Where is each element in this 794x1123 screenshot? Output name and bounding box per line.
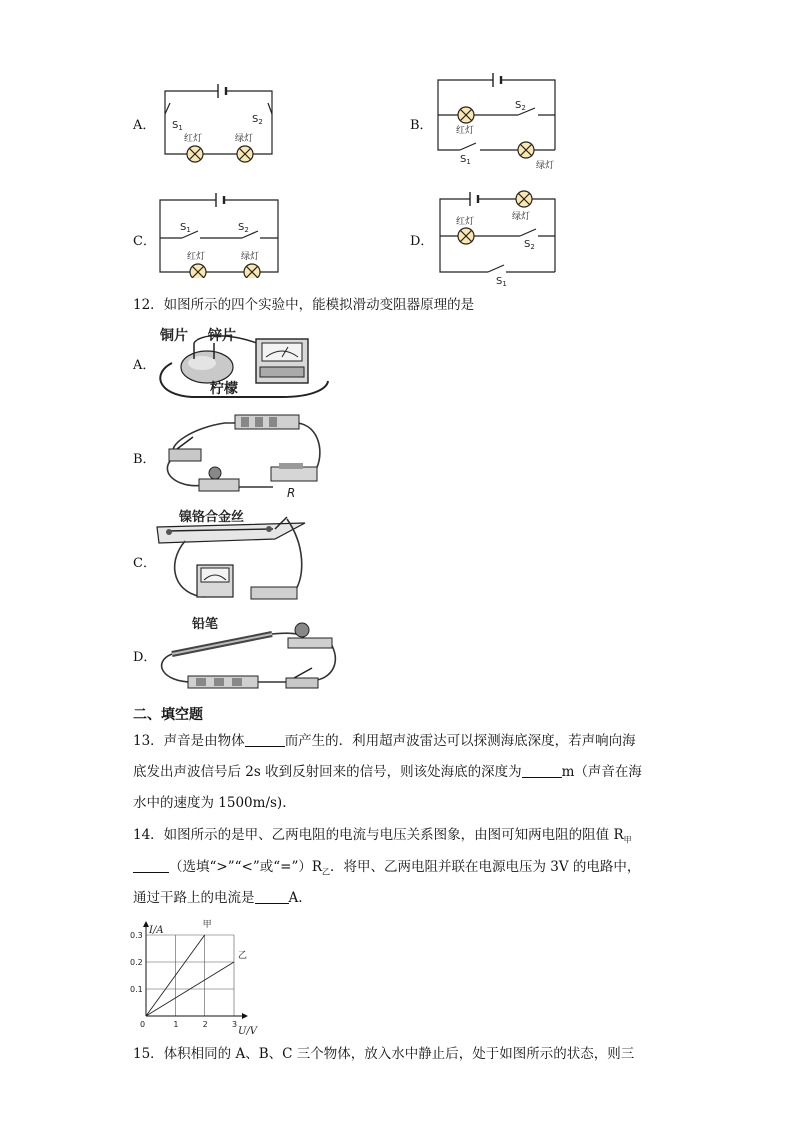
q11d-green-label: 绿灯 <box>512 212 531 222</box>
q11-option-c-label: C． <box>133 234 156 249</box>
series-label-jia: 甲 <box>202 920 212 930</box>
q12-photo-c <box>155 505 330 610</box>
y-tick-label: 0.2 <box>130 958 143 967</box>
q11a-s1: $S_1$ <box>172 120 183 132</box>
q11-option-b-label: B． <box>410 118 433 133</box>
q14-blank-2[interactable] <box>255 889 289 904</box>
q13-blank-1[interactable] <box>245 732 285 747</box>
q14-text-3a: 通过干路上的电流是 <box>133 890 255 906</box>
q11d-s2: $S_2$ <box>524 239 535 251</box>
q11c-green-label: 绿灯 <box>241 252 260 262</box>
q11c-red-label: 红灯 <box>187 252 206 262</box>
q12-option-b-label: B． <box>133 452 156 467</box>
x-tick-label: 3 <box>232 1020 238 1029</box>
q12-option-a-label: A． <box>133 358 156 373</box>
q14-text-2b: ．将甲、乙两电阻并联在电源电压为 3V 的电路中， <box>330 859 641 875</box>
chart-y-axis-label: I/A <box>149 925 164 936</box>
q11b-red-label: 红灯 <box>456 126 475 136</box>
q11b-s1: $S_1$ <box>460 154 471 166</box>
q12-photo-d <box>152 612 342 697</box>
q11-circuit-b <box>430 70 565 170</box>
q12-photo-a <box>152 323 352 403</box>
q13-text-1b: 而产生的．利用超声波雷达可以探测海底深度，若声响向海 <box>284 733 636 749</box>
series-label-yi: 乙 <box>238 951 248 961</box>
x-axis-arrow <box>242 1013 248 1019</box>
q13-text-2a: 底发出声波信号后 2s 收到反射回来的信号，则该处海底的深度为 <box>133 764 522 780</box>
q13-text-1a: 13．声音是由物体 <box>133 733 245 749</box>
q11b-green-label: 绿灯 <box>536 161 555 170</box>
q15-line-1: 15．体积相同的 A、B、C 三个物体，放入水中静止后，处于如图所示的状态，则三 <box>133 1046 635 1062</box>
q12-stem: 12．如图所示的四个实验中，能模拟滑动变阻器原理的是 <box>133 297 475 313</box>
q11a-green-label: 绿灯 <box>235 134 254 144</box>
q11-option-d-label: D． <box>410 234 434 249</box>
q13-blank-2[interactable] <box>522 763 562 778</box>
q12-option-d-label: D． <box>133 650 157 665</box>
q11b-s2: $S_2$ <box>515 100 526 112</box>
q12-photo-b <box>155 405 330 500</box>
q14-line-1 <box>133 820 632 856</box>
q14-text-3b: A. <box>288 890 303 906</box>
q13-line-1 <box>133 726 636 757</box>
q13-line-2 <box>133 757 642 788</box>
q14-blank-1[interactable] <box>133 858 169 873</box>
q12a-copper-label: 铜片 <box>160 328 188 344</box>
q14-iu-chart <box>128 910 268 1035</box>
q12a-zinc-label: 锌片 <box>208 328 236 344</box>
q13-text-2b: m（声音在海 <box>561 764 642 780</box>
x-tick-label: 1 <box>173 1020 179 1029</box>
q11c-s2: $S_2$ <box>238 222 249 234</box>
q14-sub-yi: 乙 <box>322 867 331 877</box>
q12d-pencil-label: 铅笔 <box>192 617 219 632</box>
q11d-s1: $S_1$ <box>496 276 507 286</box>
x-tick-label: 0 <box>140 1020 146 1029</box>
section-title-fill-blank: 二、填空题 <box>133 707 203 723</box>
q12a-lemon-label: 柠檬 <box>210 381 238 397</box>
q14-text-2a: （选填“>”“<”或“=”）R <box>169 859 323 875</box>
y-tick-label: 0.3 <box>130 931 143 940</box>
chart-x-axis-label: U/V <box>238 1026 258 1035</box>
q11-circuit-c <box>150 188 285 278</box>
y-tick-label: 0.1 <box>130 985 143 994</box>
q11-option-a-label: A． <box>133 118 156 133</box>
q12c-wire-label: 镍铬合金丝 <box>179 510 245 525</box>
q11d-red-label: 红灯 <box>456 217 475 227</box>
q11-circuit-d <box>430 186 565 286</box>
q11a-red-label: 红灯 <box>184 134 203 144</box>
q11a-s2: $S_2$ <box>252 114 263 126</box>
q14-sub-jia: 甲 <box>623 835 632 845</box>
chart-grid <box>146 935 234 1016</box>
q11-circuit-a <box>150 76 280 166</box>
x-tick-label: 2 <box>202 1020 208 1029</box>
q12b-r-label: R <box>287 486 296 500</box>
q11c-s1: $S_1$ <box>180 222 191 234</box>
q12-option-c-label: C． <box>133 556 156 571</box>
q14-text-1a: 14．如图所示的是甲、乙两电阻的电流与电压关系图象，由图可知两电阻的阻值 R <box>133 827 624 843</box>
q13-line-3: 水中的速度为 1500m/s). <box>133 795 287 811</box>
